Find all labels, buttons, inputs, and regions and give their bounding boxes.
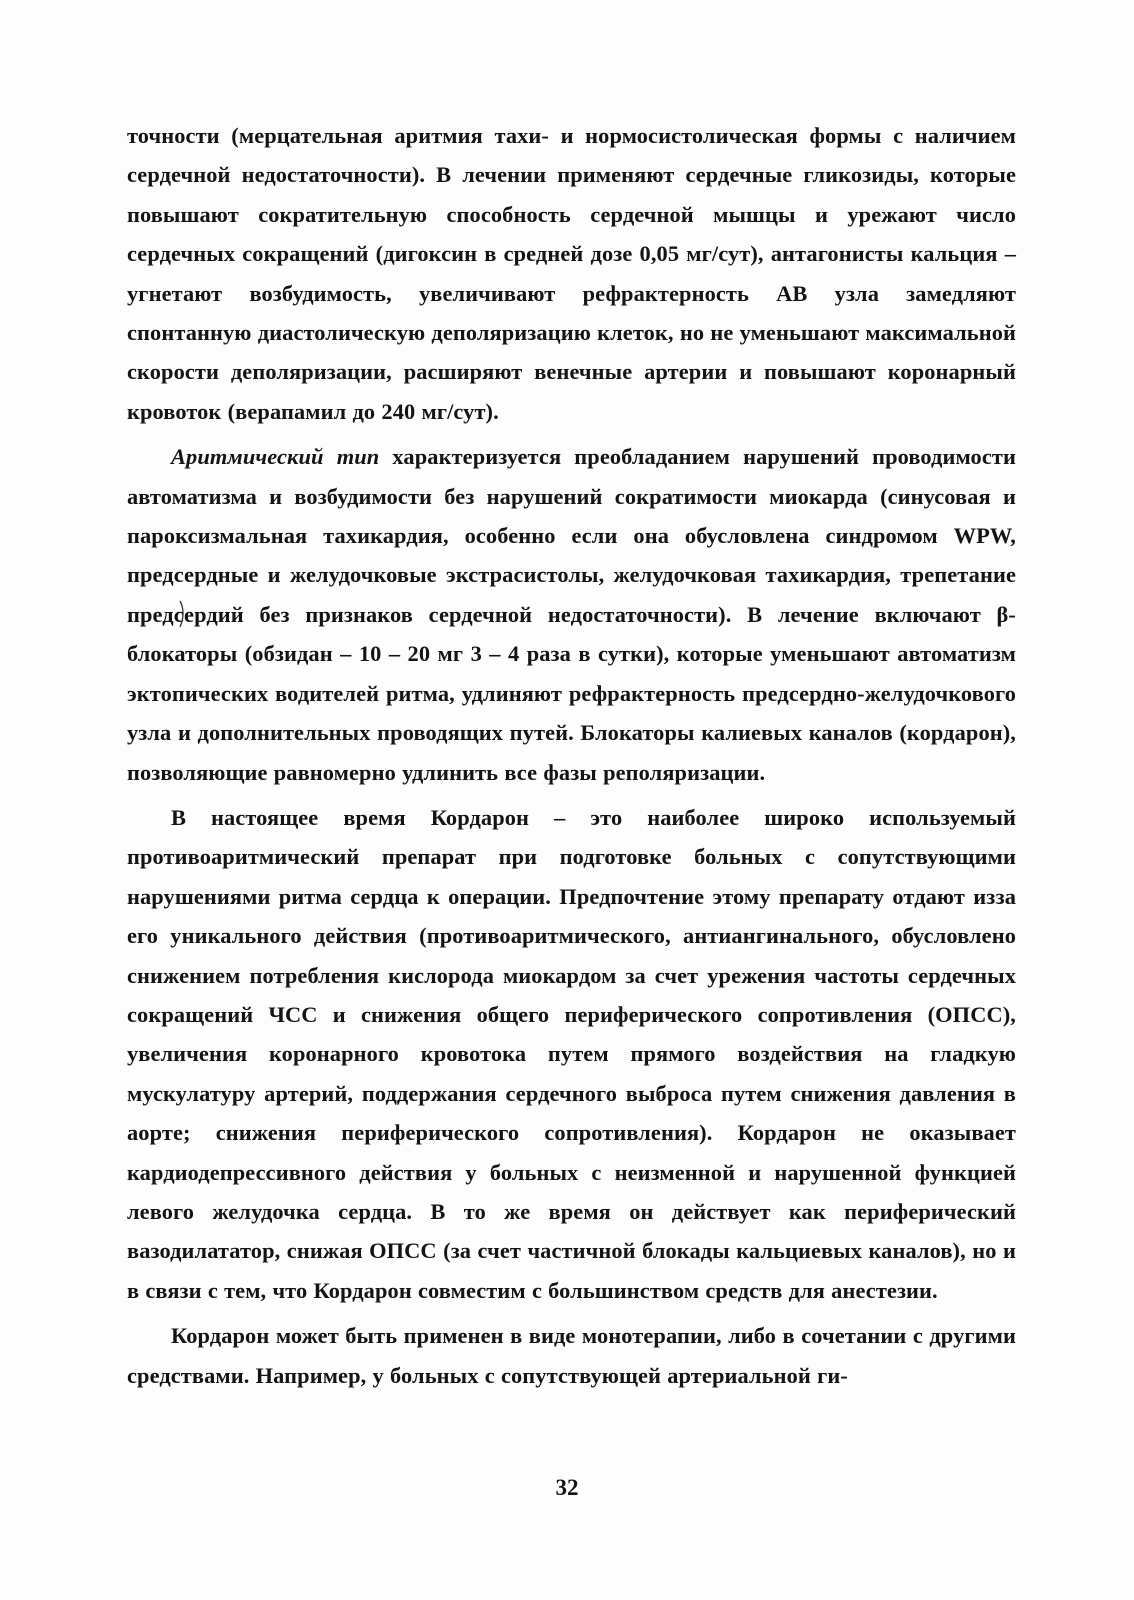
paragraph-4-text: Кордарон может быть применен в виде монотерапии, либо в сочетании с другими средствами. Например, у больных с сопутствующей артериальной ги-: [127, 1323, 1016, 1388]
page-number: 32: [555, 1475, 579, 1500]
paragraph-3-text: В настоящее время Кордарон – это наиболее широко используемый противоаритмический препарат при подготовке больных с сопутствующими нарушениями ритма сердца к операции. Предпочтение этому препарату отдают изза его уникального действия (противоаритмического, антиангинального, обусловлено снижением потребления кислорода миокардом за счет урежения частоты сердечных сокращений ЧСС и снижения общего периферического сопротивления (ОПСС), увеличения коронарного кровотока путем прямого воздействия на гладкую мускулатуру артерий, поддержания сердечного выброса путем снижения давления в аорте; снижения периферического сопротивления). Кордарон не оказывает кардиодепрессивного действия у больных с неизменной и нарушенной функцией левого желудочка сердца. В то же время он действует как периферический вазодилататор, снижая ОПСС (за счет частичной блокады кальциевых каналов), но и в связи с тем, что Кордарон совместим с большинством средств для анестезии.: [127, 804, 1016, 1303]
paragraph-2: [127, 437, 1016, 792]
paragraph-4: [127, 1316, 1016, 1395]
body-text: [127, 116, 1016, 1395]
paragraph-2-text: характеризуется преобладанием нарушений проводимости автоматизма и возбудимости без нарушений сократимости миокарда (синусовая и пароксизмальная тахикардия, особенно если она обусловлена синдромом WPW, предсердные и желудочковые экстрасистолы, желудочковая тахикардия, трепетание предсердий без признаков сердечной недостаточности). В лечение включают β-блокаторы (обзидан – 10 – 20 мг 3 – 4 раза в сутки), которые уменьшают автоматизм эктопических водителей ритма, удлиняют рефрактерность предсердно-желудочкового узла и дополнительных проводящих путей. Блокаторы калиевых каналов (кордарон), позволяющие равномерно удлинить все фазы реполяризации.: [127, 444, 1016, 785]
paragraph-1: [127, 116, 1016, 431]
paragraph-3: [127, 798, 1016, 1310]
paragraph-1-text: точности (мерцательная аритмия тахи- и нормосистолическая формы с наличием сердечной недостаточности). В лечении применяют сердечные гликозиды, которые повышают сократительную способность сердечной мышцы и урежают число сердечных сокращений (дигоксин в средней дозе 0,05 мг/сут), антагонисты кальция – угнетают возбудимость, увеличивают рефрактерность АВ узла замедляют спонтанную диастолическую деполяризацию клеток, но не уменьшают максимальной скорости деполяризации, расширяют венечные артерии и повышают коронарный кровоток (верапамил до 240 мг/сут).: [127, 123, 1016, 424]
handwritten-bracket-mark: [178, 600, 186, 628]
arrhythmic-type-term: Аритмический тип: [171, 444, 380, 470]
